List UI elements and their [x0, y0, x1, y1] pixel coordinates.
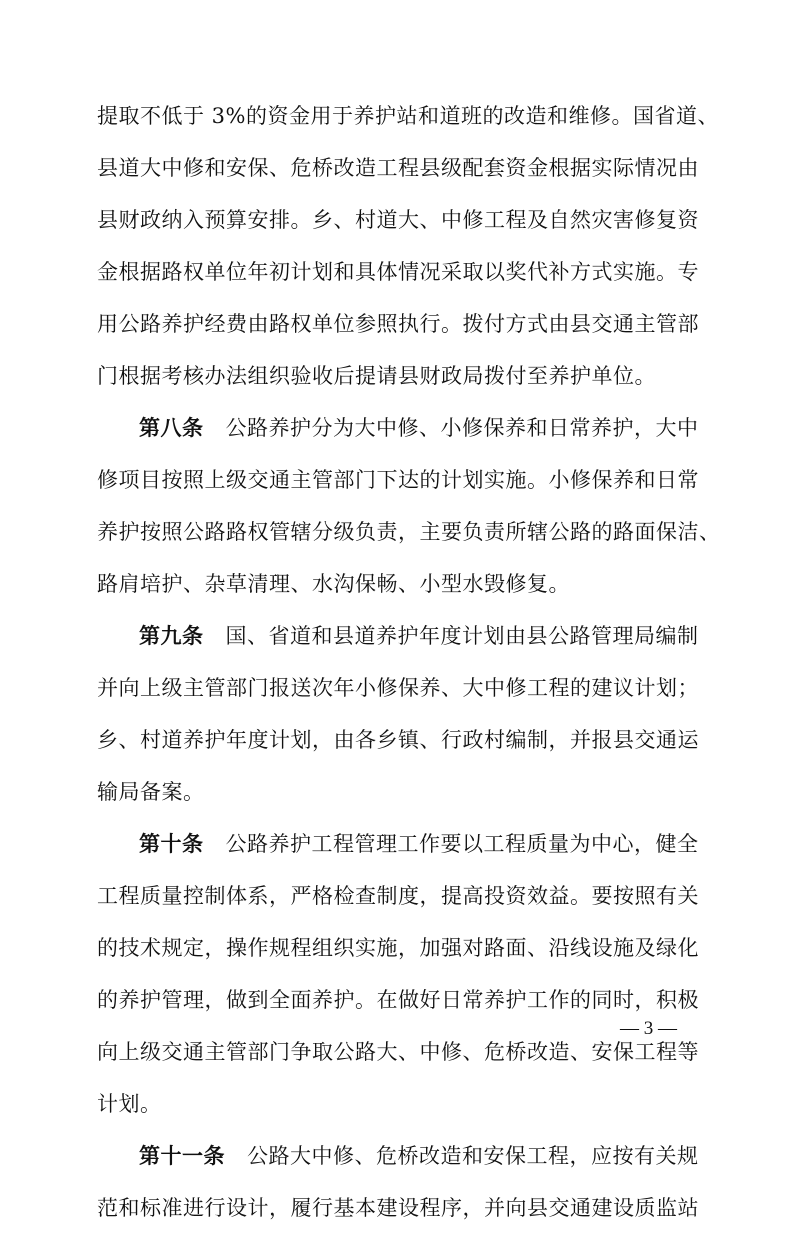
text-line: 并向上级主管部门报送次年小修保养、大中修工程的建议计划； [97, 676, 699, 700]
article-text: 公路养护分为大中修、小修保养和日常养护，大中 [225, 416, 699, 440]
text-line: 路肩培护、杂草清理、水沟保畅、小型水毁修复。 [97, 572, 570, 596]
text-line: 乡、村道养护年度计划，由各乡镇、行政村编制，并报县交通运 [97, 728, 699, 752]
article-number: 第十一条 [139, 1144, 225, 1168]
article-10 [97, 818, 697, 1130]
text-line: 修项目按照上级交通主管部门下达的计划实施。小修保养和日常 [97, 468, 699, 492]
article-9 [97, 610, 697, 818]
article-number: 第十条 [139, 832, 204, 856]
article-text: 公路大中修、危桥改造和安保工程，应按有关规 [247, 1144, 699, 1168]
text-line: 的技术规定，操作规程组织实施，加强对路面、沿线设施及绿化 [97, 936, 699, 960]
text-line: 县道大中修和安保、危桥改造工程县级配套资金根据实际情况由 [97, 156, 699, 180]
article-text: 公路养护工程管理工作要以工程质量为中心，健全 [225, 832, 699, 856]
text-line [97, 818, 697, 870]
text-line: 金根据路权单位年初计划和具体情况采取以奖代补方式实施。专 [97, 260, 699, 284]
text-line: 计划。 [97, 1092, 162, 1116]
article-11 [97, 1130, 697, 1234]
text-line: 养护按照公路路权管辖分级负责，主要负责所辖公路的路面保洁、 [97, 520, 721, 544]
text-line: 提取不低于 3%的资金用于养护站和道班的改造和维修。国省道、 [97, 104, 719, 128]
article-text: 国、省道和县道养护年度计划由县公路管理局编制 [225, 624, 699, 648]
text-line: 用公路养护经费由路权单位参照执行。拨付方式由县交通主管部 [97, 312, 699, 336]
paragraph-continuation [97, 90, 719, 402]
article-8 [97, 402, 721, 610]
text-line: 门根据考核办法组织验收后提请县财政局拨付至养护单位。 [97, 364, 656, 388]
text-line: 的养护管理，做到全面养护。在做好日常养护工作的同时，积极 [97, 988, 699, 1012]
text-line: 范和标准进行设计，履行基本建设程序，并向县交通建设质监站 [97, 1196, 699, 1220]
text-line [97, 610, 697, 662]
text-line [97, 1130, 697, 1182]
article-number: 第八条 [139, 416, 204, 440]
text-line: 向上级交通主管部门争取公路大、中修、危桥改造、安保工程等 [97, 1040, 699, 1064]
article-number: 第九条 [139, 624, 204, 648]
page-number: — 3 — [620, 1018, 677, 1039]
text-line: 县财政纳入预算安排。乡、村道大、中修工程及自然灾害修复资 [97, 208, 699, 232]
text-line: 工程质量控制体系，严格检查制度，提高投资效益。要按照有关 [97, 884, 699, 908]
body-text [97, 90, 721, 1234]
text-line: 输局备案。 [97, 780, 205, 804]
text-line [97, 402, 697, 454]
